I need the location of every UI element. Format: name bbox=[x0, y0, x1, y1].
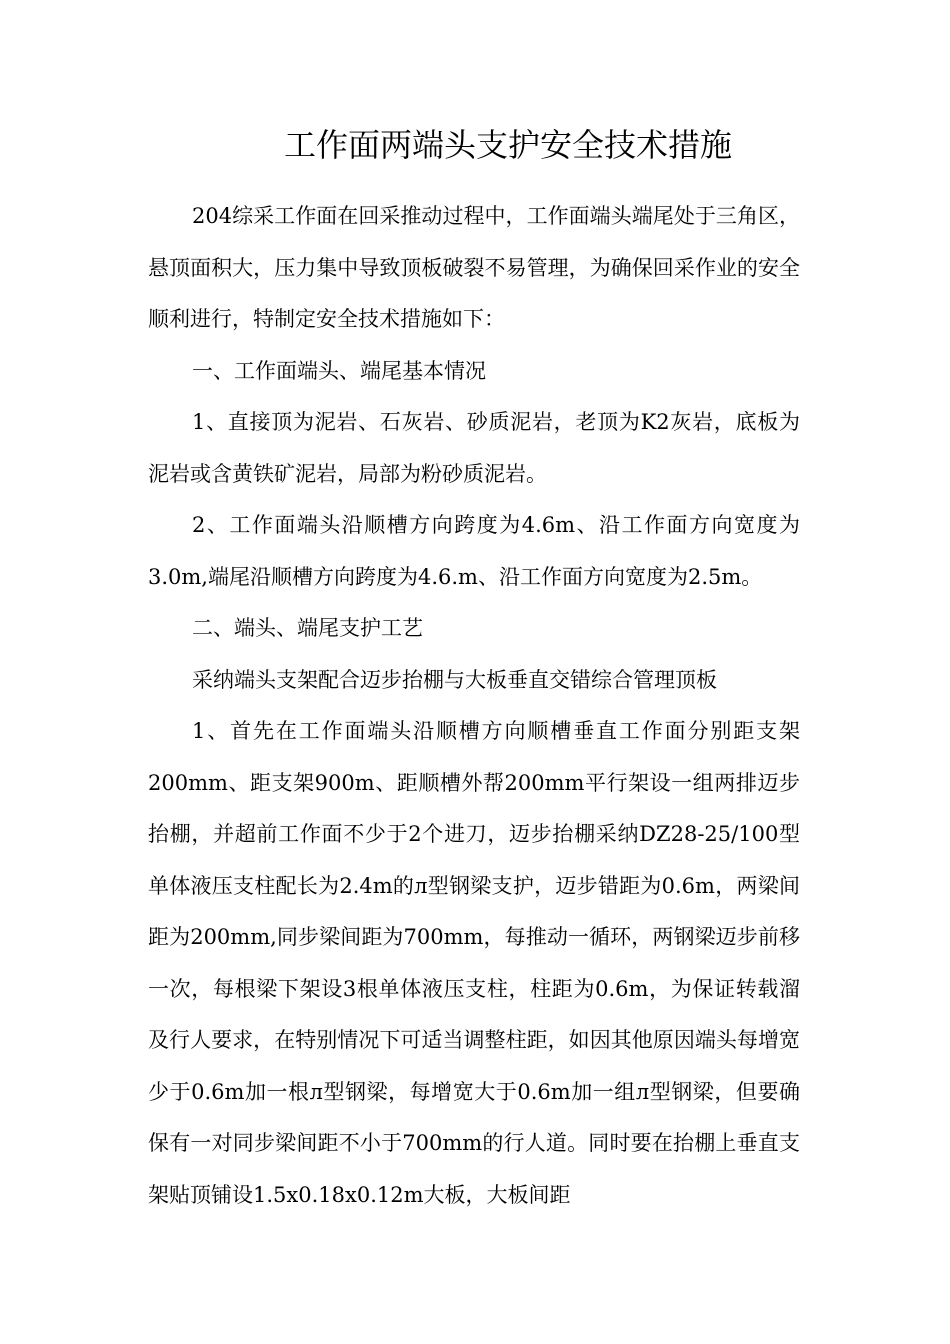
paragraph-intro: 204综采工作面在回采推动过程中，工作面端头端尾处于三角区，悬顶面积大，压力集中导致顶板破裂不易管理，为确保回采作业的安全顺利进行，特制定安全技术措施如下： bbox=[148, 204, 800, 331]
document-body bbox=[148, 191, 800, 1221]
section-heading-1: 一、工作面端头、端尾基本情况 bbox=[192, 358, 486, 383]
paragraph-method: 采纳端头支架配合迈步抬棚与大板垂直交错综合管理顶板 bbox=[192, 667, 717, 692]
section-heading-2: 二、端头、端尾支护工艺 bbox=[192, 616, 423, 640]
paragraph-support-procedure: 1、首先在工作面端头沿顺槽方向顺槽垂直工作面分别距支架200mm、距支架900m、距顺槽外帮200mm平行架设一组两排迈步抬棚，并超前工作面不少于2个进刀，迈步抬棚采纳DZ28-25/100型单体液压支柱配长为2.4m的л型钢梁支护，迈步错距为0.6m，两梁间距为200mm,同步梁间距为700mm，每推动一循环，两钢梁迈步前移一次，每根梁下架设3根单体液压支柱，柱距为0.6m，为保证转载溜及行人要求，在特别情况下可适当调整柱距，如因其他原因端头每增宽少于0.6m加一根л型钢梁，每增宽大于0.6m加一组л型钢梁，但要确保有一对同步梁间距不小于700mm的行人道。同时要在抬棚上垂直支架贴顶铺设1.5x0.18x0.12m大板，大板间距 bbox=[148, 719, 800, 1207]
paragraph-span-width: 2、工作面端头沿顺槽方向跨度为4.6m、沿工作面方向宽度为3.0m,端尾沿顺槽方向跨度为4.6.m、沿工作面方向宽度为2.5m。 bbox=[148, 513, 800, 589]
document-title: 工作面两端头支护安全技术措施 bbox=[283, 126, 732, 164]
paragraph-rock-conditions: 1、直接顶为泥岩、石灰岩、砂质泥岩，老顶为K2灰岩，底板为泥岩或含黄铁矿泥岩，局部为粉砂质泥岩。 bbox=[148, 410, 800, 486]
